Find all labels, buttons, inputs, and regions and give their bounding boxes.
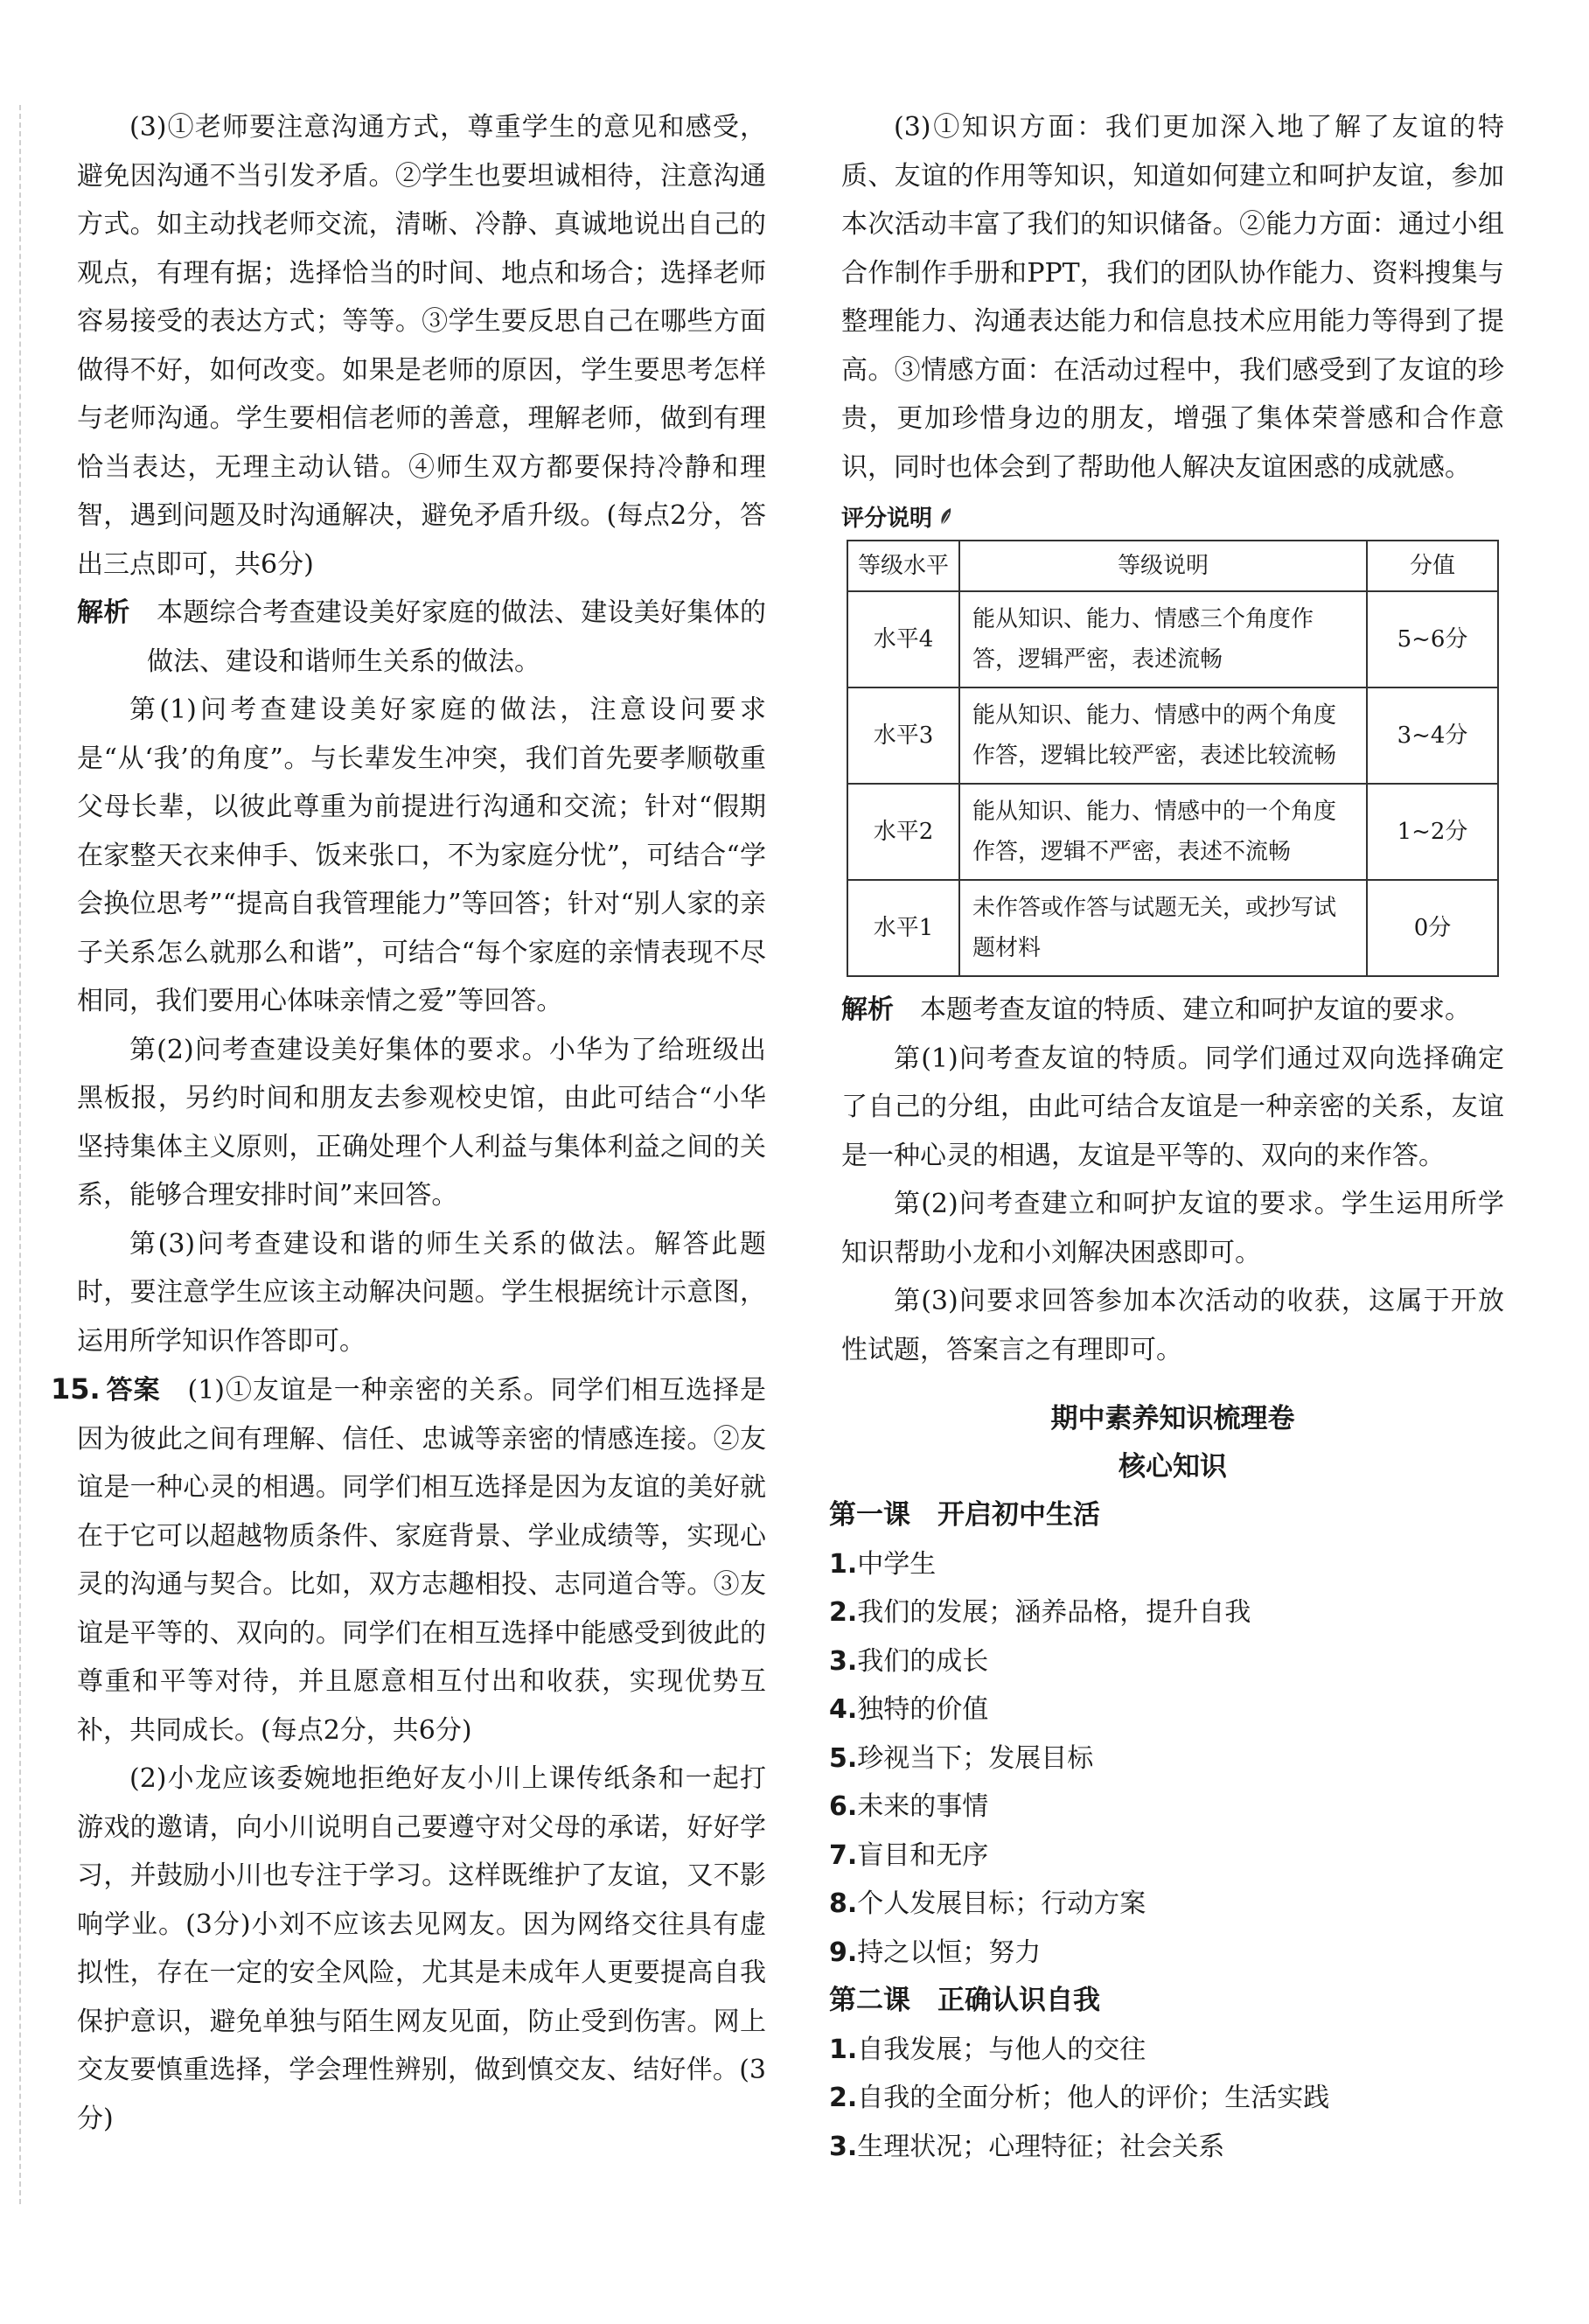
q14-analysis-p3: 第(3)问考查建设和谐的师生关系的做法。解答此题时，要注意学生应该主动解决问题。学生根据统计示意图，运用所学知识作答即可。 bbox=[77, 1228, 766, 1357]
table-header-row bbox=[847, 541, 1498, 591]
answer-label: 答案 bbox=[105, 1375, 161, 1406]
list-item: 5.珍视当下；发展目标 bbox=[829, 1742, 1094, 1774]
list-item: 7.盲目和无序 bbox=[829, 1839, 989, 1871]
list-item: 4.独特的价值 bbox=[829, 1694, 989, 1725]
list-item: 9.持之以恒；努力 bbox=[829, 1937, 1042, 1968]
section-title: 期中素养知识梳理卷 bbox=[1050, 1403, 1295, 1434]
list-item: 2.我们的发展；涵养品格，提升自我 bbox=[829, 1597, 1251, 1628]
q14-analysis-p1: 第(1)问考查建设美好家庭的做法，注意设问要求是“从‘我’的角度”。与长辈发生冲突，我们首先要孝顺敬重父母长辈，以彼此尊重为前提进行沟通和交流；针对“假期在家整天衣来伸手、饭来张口，不为家庭分忧”，可结合“学会换位思考”“提高自我管理能力”等回答；针对“别人家的亲子关系怎么就那么和谐”，可结合“每个家庭的亲情表现不尽相同，我们要用心体味亲情之爱”等回答。 bbox=[77, 694, 766, 1016]
q15-analysis-p2: 第(2)问考查建立和呵护友谊的要求。学生运用所学知识帮助小龙和小刘解决困惑即可。 bbox=[841, 1189, 1504, 1268]
desc-cell: 未作答或作答与试题无关，或抄写试题材料 bbox=[959, 880, 1367, 976]
table-header-cell: 等级水平 bbox=[847, 541, 959, 591]
list-item: 1.中学生 bbox=[829, 1548, 937, 1580]
desc-cell: 能从知识、能力、情感三个角度作答，逻辑严密，表述流畅 bbox=[959, 591, 1367, 687]
score-cell: 1~2分 bbox=[1367, 784, 1498, 880]
table-row bbox=[847, 784, 1498, 880]
left-column bbox=[51, 103, 767, 2143]
margin-dashed-line bbox=[19, 105, 21, 2204]
level-cell: 水平1 bbox=[847, 880, 959, 976]
list-item: 8.个人发展目标；行动方案 bbox=[829, 1888, 1146, 1919]
level-cell: 水平2 bbox=[847, 784, 959, 880]
table-row bbox=[847, 591, 1498, 687]
q15-answer-1: 15. 答案 (1)①友谊是一种亲密的关系。同学们相互选择是因为彼此之间有理解、信任、忠诚等亲密的情感连接。②友谊是一种心灵的相遇。同学们相互选择是因为友谊的美好就在于它可以超越物质条件、家庭背景、学业成绩等，实现心灵的沟通与契合。比如，双方志趣相投、志同道合等。③友谊是平等的、双向的。同学们在相互选择中能感受到彼此的尊重和平等对待，并且愿意相互付出和收获，实现优势互补，共同成长。(每点2分，共6分) bbox=[51, 1372, 767, 1746]
score-cell: 3~4分 bbox=[1367, 687, 1498, 784]
q15-answer-2: (2)小龙应该委婉地拒绝好友小川上课传纸条和一起打游戏的邀请，向小川说明自己要遵守对父母的承诺，好好学习，并鼓励小川也专注于学习。这样既维护了友谊，又不影响学业。(3分)小刘不应该去见网友。因为网络交往具有虚拟性，存在一定的安全风险，尤其是未成年人更要提高自我保护意识，避免单独与陌生网友见面，防止受到伤害。网上交友要慎重选择，学会理性辨别，做到慎交友、结好伴。(3分) bbox=[77, 1763, 766, 2134]
list-item: 3.生理状况；心理特征；社会关系 bbox=[829, 2131, 1225, 2162]
question-number: 15. bbox=[51, 1372, 101, 1406]
list-item: 6.未来的事情 bbox=[829, 1791, 989, 1822]
list-item: 1.自我发展；与他人的交往 bbox=[829, 2034, 1146, 2065]
q15-analysis-intro: 解析 本题考查友谊的特质、建立和呵护友谊的要求。 bbox=[841, 995, 1471, 1025]
level-cell: 水平4 bbox=[847, 591, 959, 687]
q15-answer-3: (3)①知识方面：我们更加深入地了解了友谊的特质、友谊的作用等知识，知道如何建立和呵护友谊，参加本次活动丰富了我们的知识储备。②能力方面：通过小组合作制作手册和PPT，我们的团队协作能力、资料搜集与整理能力、沟通表达能力和信息技术应用能力等得到了提高。③情感方面：在活动过程中，我们感受到了友谊的珍贵，更加珍惜身边的朋友，增强了集体荣誉感和合作意识，同时也体会到了帮助他人解决友谊困惑的成就感。 bbox=[841, 112, 1504, 483]
q14-answer-3: (3)①老师要注意沟通方式，尊重学生的意见和感受，避免因沟通不当引发矛盾。②学生也要坦诚相待，注意沟通方式。如主动找老师交流，清晰、冷静、真诚地说出自己的观点，有理有据；选择恰当的时间、地点和场合；选择老师容易接受的表达方式；等等。③学生要反思自己在哪些方面做得不好，如何改变。如果是老师的原因，学生要思考怎样与老师沟通。学生要相信老师的善意，理解老师，做到有理恰当表达，无理主动认错。④师生双方都要保持冷静和理智，遇到问题及时沟通解决，避免矛盾升级。(每点2分，答出三点即可，共6分) bbox=[77, 112, 766, 580]
lesson-2-heading: 第二课 正确认识自我 bbox=[829, 1985, 1100, 2016]
q14-analysis-intro: 解析 本题综合考查建设美好家庭的做法、建设美好集体的做法、建设和谐师生关系的做法。 bbox=[77, 597, 767, 677]
q14-analysis-p2: 第(2)问考查建设美好集体的要求。小华为了给班级出黑板报，另约时间和朋友去参观校史馆，由此可结合“小华坚持集体主义原则，正确处理个人利益与集体利益之间的关系，能够合理安排时间”来回答。 bbox=[77, 1034, 766, 1211]
desc-cell: 能从知识、能力、情感中的两个角度作答，逻辑比较严密，表述比较流畅 bbox=[959, 687, 1367, 784]
table-header-cell: 分值 bbox=[1367, 541, 1498, 591]
score-cell: 0分 bbox=[1367, 880, 1498, 976]
lesson-1-list bbox=[829, 1540, 1504, 1978]
list-item: 3.我们的成长 bbox=[829, 1645, 989, 1677]
level-cell: 水平3 bbox=[847, 687, 959, 784]
q15-analysis-p1: 第(1)问考查友谊的特质。同学们通过双向选择确定了自己的分组，由此可结合友谊是一种亲密的关系，友谊是一种心灵的相遇，友谊是平等的、双向的来作答。 bbox=[841, 1043, 1504, 1171]
list-item: 2.自我的全面分析；他人的评价；生活实践 bbox=[829, 2083, 1330, 2113]
q15-analysis-p3: 第(3)问要求回答参加本次活动的收获，这属于开放性试题，答案言之有理即可。 bbox=[841, 1286, 1504, 1365]
right-column bbox=[829, 103, 1504, 2171]
desc-cell: 能从知识、能力、情感中的一个角度作答，逻辑不严密，表述不流畅 bbox=[959, 784, 1367, 880]
scoring-table bbox=[847, 540, 1499, 977]
lesson-1-heading: 第一课 开启初中生活 bbox=[829, 1499, 1100, 1531]
lesson-2-list bbox=[829, 2026, 1504, 2172]
section-subtitle: 核心知识 bbox=[1119, 1451, 1227, 1483]
table-row bbox=[847, 687, 1498, 784]
leaf-icon bbox=[939, 507, 953, 527]
table-header-cell: 等级说明 bbox=[959, 541, 1367, 591]
score-cell: 5~6分 bbox=[1367, 591, 1498, 687]
scoring-title: 评分说明 bbox=[841, 500, 1504, 533]
table-row bbox=[847, 880, 1498, 976]
